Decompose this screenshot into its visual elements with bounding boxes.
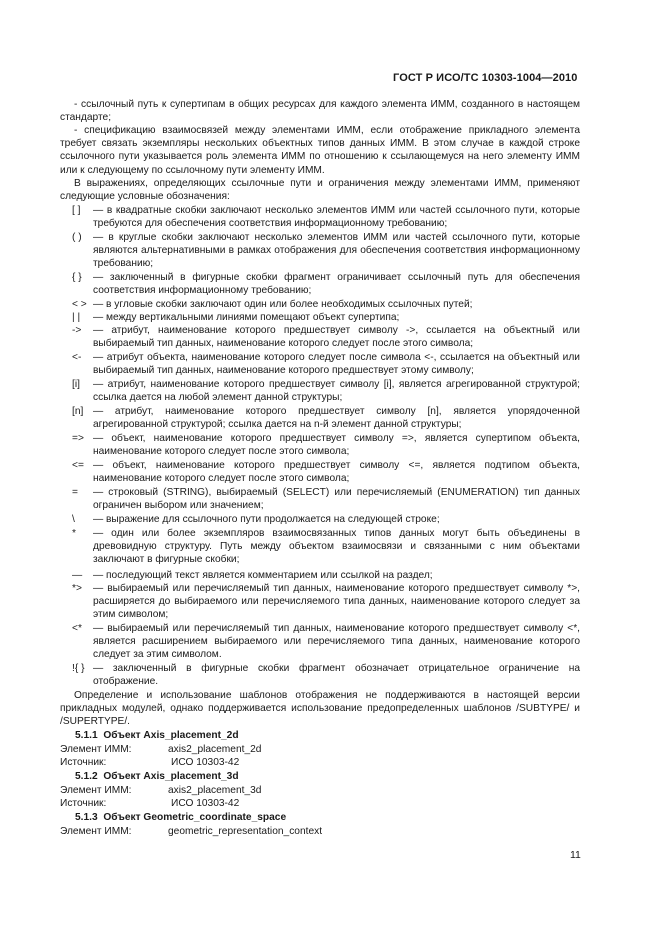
source-label: Источник:	[60, 798, 107, 809]
notation-symbol: =	[72, 487, 78, 498]
notation-text: — объект, наименование которого предшествует символу =>, является супертипом объекта, наименование которого следует после этого символа;	[93, 433, 580, 458]
notation-item	[60, 231, 580, 271]
paragraph-templates-note: Определение и использование шаблонов отображения не поддерживаются в настоящей версии прикладных модулей, однако поддерживается использование предопределенных шаблонов /SUBTYPE/ и /SUPERTYPE/.	[60, 690, 580, 728]
section-heading	[75, 812, 286, 823]
notation-symbol: <-	[72, 352, 82, 363]
notation-text: — последующий текст является комментарием или ссылкой на раздел;	[93, 570, 433, 581]
element-label: Элемент ИММ:	[60, 744, 132, 755]
notation-text: — в квадратные скобки заключают несколько элементов ИММ или частей ссылочного пути, которые требуются для обеспечения соответствия информационному требованию;	[93, 205, 580, 230]
section-title: Объект Geometric_coordinate_space	[103, 812, 287, 823]
notation-text: — выражение для ссылочного пути продолжается на следующей строке;	[93, 514, 440, 525]
notation-item	[60, 622, 580, 662]
notation-item	[60, 459, 580, 485]
notation-text: — в угловые скобки заключают один или более необходимых ссылочных путей;	[93, 299, 473, 310]
paragraph-relationship-spec: - спецификацию взаимосвязей между элементами ИММ, если отображение прикладного элемента требует связать экземпляры нескольких объектных типов данных ИММ. В этом случае в каждой строке ссылочного пути указывается роль элемента ИММ по отношению к ссылающемуся на него элементу ИММ или к следующему по ссылочному пути элементу ИММ.	[60, 125, 580, 176]
notation-symbol: =>	[72, 433, 84, 444]
notation-item	[60, 298, 580, 311]
notation-symbol: ->	[72, 325, 82, 336]
element-label: Элемент ИММ:	[60, 785, 132, 796]
notation-text: — атрибут объекта, наименование которого следует после символа <-, ссылается на объектный или выбираемый тип данных, наименование которого предшествует этому символу;	[93, 352, 580, 377]
section-heading	[75, 730, 239, 741]
notation-item	[60, 405, 580, 431]
notation-symbol: *>	[72, 583, 82, 594]
notation-symbol: [i]	[72, 379, 80, 390]
section-title: Объект Axis_placement_3d	[103, 771, 239, 782]
notation-text: — атрибут, наименование которого предшествует символу [i], является агрегированной структурой; ссылка дается на любой элемент данной структуры;	[93, 379, 580, 404]
page-number: 11	[570, 849, 581, 861]
element-value: axis2_placement_3d	[168, 785, 262, 796]
notation-item	[60, 569, 580, 582]
notation-symbol: *	[72, 528, 76, 539]
notation-text: — выбираемый или перечисляемый тип данных, наименование которого предшествует символу *>, расширяется до выбираемого или перечисляемого типа данных, наименование которого следует за этим символом;	[93, 583, 580, 621]
notation-text: — один или более экземпляров взаимосвязанных типов данных могут быть объединены в древовидную структуру. Путь между объектом взаимосвязи и связанными с ним объектами заключают в фигурные скобки;	[93, 528, 580, 566]
notation-symbol: ( )	[72, 232, 82, 243]
notation-text: — строковый (STRING), выбираемый (SELECT) или перечисляемый (ENUMERATION) тип данных ограничен выбором или значением;	[93, 487, 580, 512]
element-value: axis2_placement_2d	[168, 744, 262, 755]
section-heading	[75, 771, 239, 782]
section-number: 5.1.1	[75, 730, 98, 741]
notation-item	[60, 662, 580, 688]
notation-item	[60, 351, 580, 377]
notation-symbol: —	[72, 570, 83, 581]
notation-text: — выбираемый или перечисляемый тип данных, наименование которого предшествует символу <*, является расширением выбираемого или перечисляемого типа данных, наименование которого следует за этим символом.	[93, 623, 580, 661]
notation-symbol: [ ]	[72, 205, 81, 216]
section-number: 5.1.2	[75, 771, 98, 782]
source-value: ИСО 10303-42	[171, 757, 240, 768]
notation-text: — в круглые скобки заключают несколько элементов ИММ или частей ссылочного пути, которые являются альтернативными в рамках отображения для обеспечения соответствия информационному требованию;	[93, 232, 580, 270]
section-title: Объект Axis_placement_2d	[103, 730, 239, 741]
notation-item	[60, 311, 580, 324]
notation-symbol: \	[72, 514, 75, 525]
element-label: Элемент ИММ:	[60, 826, 132, 837]
notation-symbol: <*	[72, 623, 82, 634]
notation-symbol: < >	[72, 299, 87, 310]
notation-item	[60, 527, 580, 567]
notation-text: — заключенный в фигурные скобки фрагмент ограничивает ссылочный путь для обеспечения соответствия информационному требованию;	[93, 272, 580, 297]
paragraph-notation-intro: В выражениях, определяющих ссылочные пути и ограничения между элементами ИММ, применяют следующие условные обозначения:	[60, 178, 580, 203]
notation-item	[60, 582, 580, 622]
notation-item	[60, 271, 580, 297]
source-label: Источник:	[60, 757, 107, 768]
paragraph-ref-path-supertypes: - ссылочный путь к супертипам в общих ресурсах для каждого элемента ИММ, созданного в настоящем стандарте;	[60, 99, 580, 124]
notation-text: — атрибут, наименование которого предшествует символу [n], является упорядоченной агрегированной структурой; ссылка дается на n-й элемент данной структуры;	[93, 406, 580, 431]
source-value: ИСО 10303-42	[171, 798, 240, 809]
notation-text: — заключенный в фигурные скобки фрагмент обозначает отрицательное ограничение на отображение.	[93, 663, 580, 688]
notation-symbol: !{ }	[72, 663, 85, 674]
notation-symbol: [n]	[72, 406, 84, 417]
notation-item	[60, 486, 580, 512]
notation-item	[60, 513, 580, 526]
notation-text: — атрибут, наименование которого предшествует символу ->, ссылается на объектный или выбираемый тип данных, наименование которого следует после этого символа;	[93, 325, 580, 350]
notation-symbol: { }	[72, 272, 82, 283]
section-number: 5.1.3	[75, 812, 98, 823]
notation-text: — между вертикальными линиями помещают объект супертипа;	[93, 312, 400, 323]
notation-symbol: | |	[72, 312, 81, 323]
document-header: ГОСТ Р ИСО/ТС 10303-1004—2010	[393, 72, 578, 84]
notation-symbol: <=	[72, 460, 84, 471]
notation-item	[60, 378, 580, 404]
notation-text: — объект, наименование которого предшествует символу <=, является подтипом объекта, наименование которого следует после этого символа;	[93, 460, 580, 485]
element-value: geometric_representation_context	[168, 826, 323, 837]
notation-item	[60, 324, 580, 350]
notation-item	[60, 204, 580, 230]
notation-item	[60, 432, 580, 458]
